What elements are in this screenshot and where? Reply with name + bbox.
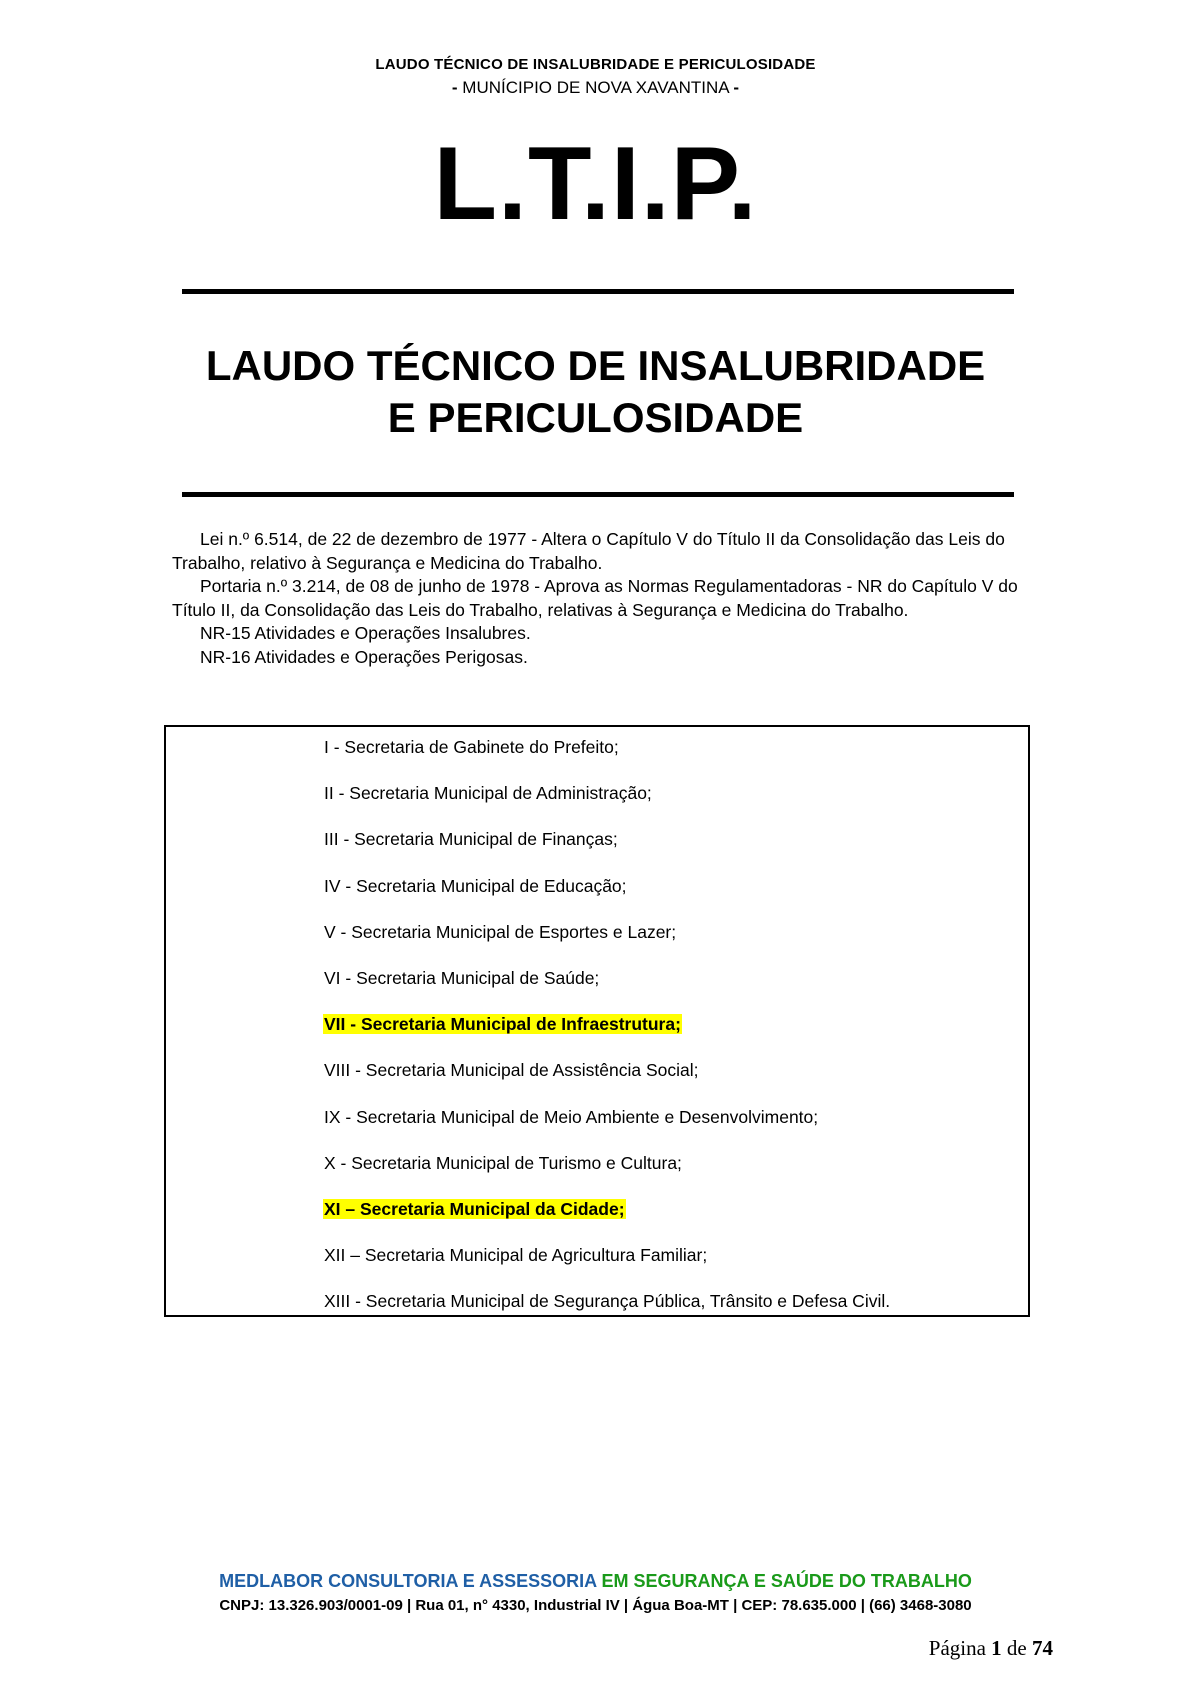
secretarias-list: [323, 736, 891, 1336]
secretaria-label: X - Secretaria Municipal de Turismo e Cultura;: [324, 1152, 682, 1173]
document-title: [0, 340, 1191, 444]
secretaria-label: XI – Secretaria Municipal da Cidade;: [324, 1198, 625, 1219]
legal-reference-item: NR-16 Atividades e Operações Perigosas.: [200, 646, 528, 667]
page-number: [929, 1636, 1053, 1661]
title-rule-bottom: [182, 492, 1014, 497]
footer-company-name: [0, 1571, 1191, 1592]
footer-company-part2: EM SEGURANÇA E SAÚDE DO TRABALHO: [601, 1571, 972, 1591]
header-dash-right: -: [733, 78, 740, 97]
secretaria-label: V - Secretaria Municipal de Esportes e Lazer;: [324, 921, 677, 942]
page-label: Página: [928, 1636, 986, 1660]
secretaria-item: [323, 1152, 891, 1198]
secretaria-item: [323, 1290, 891, 1336]
secretaria-item: [323, 828, 891, 874]
document-acronym: L.T.I.P.: [433, 126, 758, 242]
secretaria-item: [323, 736, 891, 782]
legal-reference-item: Portaria n.º 3.214, de 08 de junho de 1978 - Aprova as Normas Regulamentadoras - NR do Capítulo V do Título II, da Consolidação das Leis do Trabalho, relativas à Segurança e Medicina do Trabalho.: [172, 576, 1018, 620]
secretaria-label: VIII - Secretaria Municipal de Assistência Social;: [324, 1060, 699, 1081]
legal-reference-item: NR-15 Atividades e Operações Insalubres.: [200, 623, 531, 643]
secretaria-label: I - Secretaria de Gabinete do Prefeito;: [324, 737, 619, 757]
secretaria-label: III - Secretaria Municipal de Finanças;: [324, 829, 618, 850]
page-current: 1: [991, 1636, 1002, 1660]
header-dash-left: -: [451, 78, 458, 97]
secretaria-item: [323, 1059, 891, 1105]
page-total: 74: [1032, 1636, 1053, 1660]
secretaria-item: [323, 1106, 891, 1152]
secretaria-item: [323, 921, 891, 967]
document-title-line2: E PERICULOSIDADE: [387, 394, 804, 441]
running-header-title: LAUDO TÉCNICO DE INSALUBRIDADE E PERICULOSIDADE: [375, 56, 816, 73]
secretaria-label: II - Secretaria Municipal de Administração;: [324, 783, 652, 804]
footer-address: CNPJ: 13.326.903/0001-09 | Rua 01, n° 4330, Industrial IV | Água Boa-MT | CEP: 78.635.000 | (66) 3468-3080: [219, 1597, 972, 1614]
secretaria-label: IV - Secretaria Municipal de Educação;: [324, 875, 627, 896]
secretaria-item: [323, 782, 891, 828]
page-of: de: [1006, 1636, 1027, 1660]
secretaria-label: IX - Secretaria Municipal de Meio Ambiente e Desenvolvimento;: [324, 1106, 819, 1127]
secretaria-item: [323, 1013, 891, 1059]
secretaria-label: VII - Secretaria Municipal de Infraestrutura;: [324, 1014, 681, 1035]
running-header-municipality: [0, 78, 1191, 98]
header-municipality-text: MUNÍCIPIO DE NOVA XAVANTINA: [462, 78, 729, 97]
secretaria-label: VI - Secretaria Municipal de Saúde;: [324, 967, 600, 988]
secretaria-item: [323, 1198, 891, 1244]
document-title-line1: LAUDO TÉCNICO DE INSALUBRIDADE: [205, 342, 986, 389]
secretarias-box: [164, 725, 1030, 1317]
secretaria-item: [323, 875, 891, 921]
secretaria-label: XIII - Secretaria Municipal de Segurança Pública, Trânsito e Defesa Civil.: [324, 1291, 891, 1312]
secretaria-label: XII – Secretaria Municipal de Agricultura Familiar;: [324, 1245, 708, 1266]
legal-references: [172, 528, 1028, 669]
legal-reference-item: Lei n.º 6.514, de 22 de dezembro de 1977 - Altera o Capítulo V do Título II da Consolidação das Leis do Trabalho, relativo à Segurança e Medicina do Trabalho.: [172, 529, 1005, 573]
title-rule-top: [182, 289, 1014, 294]
secretaria-item: [323, 1244, 891, 1290]
footer-company-part1: MEDLABOR CONSULTORIA E ASSESSORIA: [219, 1571, 597, 1591]
secretaria-item: [323, 967, 891, 1013]
